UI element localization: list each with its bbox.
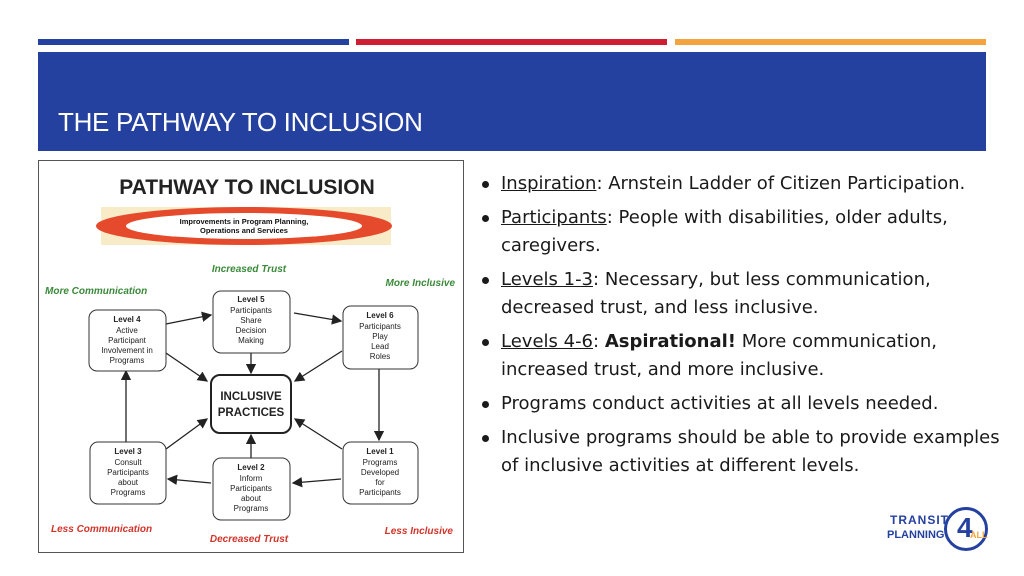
bullet-item [480, 328, 1000, 384]
level2-label: Level 2 [237, 463, 265, 472]
bullet-text: Arnstein Ladder of Citizen Participation. [608, 173, 966, 194]
level5-line-2: Share [240, 316, 262, 325]
label-less-communication: Less Communication [51, 524, 153, 535]
label-less-inclusive: Less Inclusive [384, 526, 453, 537]
center-line-2: PRACTICES [217, 407, 285, 419]
bullet-term: Levels 1-3 [501, 269, 594, 290]
arrow-level6-to-center [295, 351, 342, 381]
bullet-term: Participants [501, 207, 607, 228]
arrow-level5-to-level6 [294, 313, 341, 321]
bullet-dot-icon [482, 181, 489, 188]
label-increased-trust: Increased Trust [211, 264, 287, 275]
logo-line-2: PLANNING [887, 529, 945, 541]
bullet-dot-icon [482, 401, 489, 408]
logo-line-1: TRANSIT [890, 513, 949, 527]
level5-line-4: Making [238, 336, 264, 345]
level3-line-2: Participants [107, 468, 149, 477]
transit-planning-4all-logo [884, 505, 996, 561]
level6-line-1: Participants [359, 322, 401, 331]
bullet-item [480, 266, 1000, 322]
bullet-text: Programs conduct activities at all levels needed. [501, 393, 939, 414]
level1-line-3: for [375, 478, 385, 487]
level6-label: Level 6 [366, 311, 394, 320]
accent-stripe-blue [38, 39, 349, 45]
bullet-dot-icon [482, 435, 489, 442]
bullet-separator: : [593, 269, 605, 290]
label-more-inclusive: More Inclusive [385, 278, 455, 289]
label-more-communication: More Communication [45, 286, 148, 297]
logo-circle-icon [944, 507, 988, 551]
level1-line-4: Participants [359, 488, 401, 497]
pathway-diagram [38, 160, 464, 553]
level3-line-4: Programs [110, 488, 146, 497]
bullet-item [480, 424, 1000, 480]
level1-line-2: Developed [360, 468, 400, 477]
bullet-separator: : [596, 173, 609, 194]
accent-stripe-orange [675, 39, 986, 45]
bullet-text: More communication, increased trust, and more inclusive. [501, 331, 938, 380]
bullet-dot-icon [482, 277, 489, 284]
bullet-emphasis: Aspirational! [604, 331, 737, 352]
level4-line-4: Programs [109, 356, 145, 365]
arrow-level1-to-level2 [293, 479, 341, 483]
arrow-level3-to-center [166, 419, 207, 449]
level4-line-2: Participant [108, 336, 146, 345]
level2-line-4: Programs [233, 504, 269, 513]
level3-label: Level 3 [114, 447, 142, 456]
level4-node [89, 310, 166, 371]
bullet-term: Inspiration [501, 173, 597, 194]
level2-line-3: about [240, 494, 262, 503]
logo-line-3: ALL [970, 530, 988, 540]
level1-label: Level 1 [366, 447, 394, 456]
arrow-level4-to-level5 [166, 315, 211, 324]
center-line-1: INCLUSIVE [220, 391, 282, 403]
arrow-level1-to-center [295, 419, 342, 449]
arrow-level2-to-level3 [168, 479, 211, 483]
level5-line-1: Participants [230, 306, 272, 315]
level4-line-1: Active [116, 326, 138, 335]
level6-line-2: Play [372, 332, 388, 341]
level3-line-1: Consult [114, 458, 142, 467]
arrow-level4-to-center [163, 351, 207, 381]
level5-line-3: Decision [235, 326, 267, 335]
bullet-text: Necessary, but less communication, decreased trust, and less inclusive. [501, 269, 931, 318]
diagram-title: PATHWAY TO INCLUSION [119, 176, 375, 199]
level1-node [343, 442, 418, 504]
level4-line-3: Involvement in [101, 346, 153, 355]
bullet-separator: : [606, 207, 619, 228]
level4-label: Level 4 [113, 315, 141, 324]
level3-node [90, 442, 166, 504]
level2-node [213, 458, 290, 520]
level6-node [343, 306, 418, 369]
level6-line-4: Roles [369, 352, 391, 361]
pathway-diagram-svg [39, 161, 463, 552]
bullet-item [480, 204, 1000, 260]
banner-line-1: Improvements in Program Planning, [179, 217, 309, 226]
bullet-text: People with disabilities, older adults, caregivers. [501, 207, 948, 256]
level2-line-2: Participants [230, 484, 272, 493]
bullet-text: Inclusive programs should be able to provide examples of inclusive activities at different levels. [501, 427, 1000, 476]
bullet-item [480, 390, 1000, 418]
accent-stripe-red [356, 39, 667, 45]
logo-digit: 4 [957, 512, 973, 543]
bullet-list [480, 170, 1000, 486]
level6-line-3: Lead [371, 342, 389, 351]
center-node [211, 375, 291, 433]
level3-line-3: about [117, 478, 139, 487]
level2-line-1: Inform [239, 474, 263, 483]
bullet-dot-icon [482, 339, 489, 346]
level5-node [213, 291, 290, 353]
label-decreased-trust: Decreased Trust [209, 534, 289, 545]
diagram-banner [96, 207, 392, 245]
bullet-term: Levels 4-6 [501, 331, 594, 352]
banner-line-2: Operations and Services [200, 226, 288, 235]
bullet-separator: : [593, 331, 605, 352]
level5-label: Level 5 [237, 295, 265, 304]
slide-title: THE PATHWAY TO INCLUSION [58, 107, 423, 137]
bullet-dot-icon [482, 215, 489, 222]
level1-line-1: Programs [362, 458, 398, 467]
bullet-item [480, 170, 1000, 198]
